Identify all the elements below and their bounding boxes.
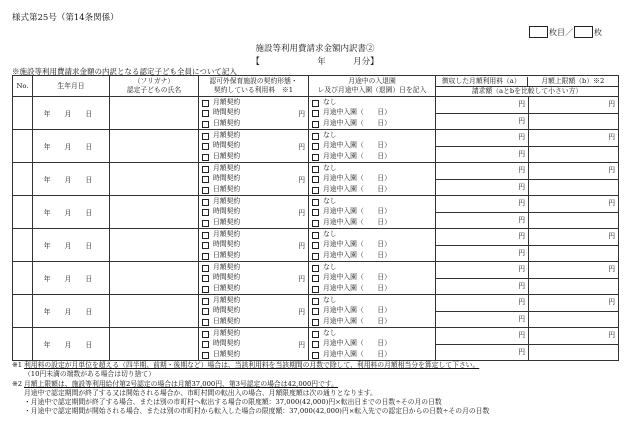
limit-yen[interactable]: 円	[529, 229, 618, 246]
contract-option[interactable]	[202, 152, 298, 161]
birth-date-cell[interactable]: 年 月 日	[33, 97, 110, 130]
midmonth-option[interactable]	[312, 131, 435, 140]
footnote-1-line1: 利用料の設定が月単位を超える（四半期、前期・後期など）場合は、当該利用料を当該期間の月数で除して、利用料の月額相当分を算定して下さい。	[24, 361, 480, 369]
contract-option[interactable]	[202, 141, 298, 150]
midmonth-option[interactable]	[312, 141, 435, 150]
contract-fee-yen[interactable]: 円	[298, 110, 305, 118]
checkbox-icon[interactable]	[202, 110, 209, 117]
contract-fee-yen[interactable]: 円	[298, 341, 305, 349]
table-row	[13, 328, 619, 361]
contract-cell	[199, 196, 309, 229]
midmonth-option-label: 月途中入園（ 日）	[323, 141, 391, 150]
child-name-cell[interactable]	[110, 229, 199, 262]
page-label: 枚目／	[549, 27, 573, 37]
limit-cell	[529, 229, 619, 262]
contract-option-label: 日額契約	[213, 251, 241, 260]
header-midmonth	[309, 76, 436, 97]
midmonth-option[interactable]	[312, 317, 435, 326]
birth-date-cell[interactable]: 年 月 日	[33, 196, 110, 229]
midmonth-option[interactable]	[312, 152, 435, 161]
contract-option[interactable]	[202, 98, 298, 107]
footnote-2-line3: ・月途中で認定期間が終了する場合、または別の市町村へ転出する場合の限度額：37,000(42,000)円×転出日までの日数÷その月の日数	[24, 398, 442, 406]
request-amount-yen[interactable]: 円	[518, 149, 525, 158]
form-number: 様式第25号（第14条関係）	[12, 13, 119, 23]
table-row	[13, 262, 619, 295]
request-amount-blank[interactable]	[529, 114, 618, 130]
contract-option[interactable]	[202, 230, 298, 239]
birth-date-cell[interactable]: 年 月 日	[33, 295, 110, 328]
midmonth-option[interactable]	[312, 197, 435, 206]
contract-option[interactable]	[202, 263, 298, 272]
birth-date-cell[interactable]: 年 月 日	[33, 262, 110, 295]
contract-option-label: 日額契約	[213, 152, 241, 161]
contract-option[interactable]	[202, 251, 298, 260]
period-year-label: 年	[317, 57, 326, 67]
contract-option[interactable]	[202, 350, 298, 359]
contract-cell	[199, 97, 309, 130]
contract-option-label: 月額契約	[213, 163, 241, 172]
limit-yen[interactable]: 円	[529, 196, 618, 213]
checkbox-icon[interactable]	[202, 265, 209, 272]
checkbox-icon[interactable]	[312, 232, 319, 239]
contract-option-label: 時間契約	[213, 273, 241, 282]
birth-date-cell[interactable]: 年 月 日	[33, 328, 110, 361]
row-number-cell[interactable]	[13, 130, 33, 163]
checkbox-icon[interactable]	[202, 199, 209, 206]
midmonth-option-label: なし	[323, 196, 337, 205]
midmonth-option[interactable]	[312, 329, 435, 338]
contract-option-label: 日額契約	[213, 317, 241, 326]
row-number-cell[interactable]	[13, 229, 33, 262]
checkbox-icon[interactable]	[312, 253, 319, 260]
row-number-cell[interactable]	[13, 163, 33, 196]
request-breakdown-table	[12, 75, 619, 361]
limit-cell	[529, 163, 619, 196]
midmonth-option-label: 月途中入園（ 日）	[323, 174, 391, 183]
checkbox-icon[interactable]	[312, 176, 319, 183]
collected-fee-yen[interactable]: 円	[436, 295, 528, 312]
midmonth-option-label: なし	[323, 262, 337, 271]
request-amount-yen[interactable]: 円	[518, 182, 525, 191]
footnote-2-line2: 月途中で認定期間が終了する又は開始される場合か、市町村間の転出入の場合、月額限度額は次の通りとなります。	[24, 389, 377, 397]
table-row	[13, 97, 619, 130]
period-open-bracket: 【	[251, 57, 260, 67]
midmonth-option-label: なし	[323, 97, 337, 106]
header-furigana: （フリガナ）	[133, 77, 175, 85]
request-amount-blank[interactable]	[529, 213, 618, 229]
checkbox-icon[interactable]	[202, 166, 209, 173]
checkbox-icon[interactable]	[312, 341, 319, 348]
midmonth-option-label: なし	[323, 229, 337, 238]
header-contract	[199, 76, 309, 97]
contract-option[interactable]	[202, 207, 298, 216]
request-amount-blank[interactable]	[529, 180, 618, 196]
contract-option-label: 月額契約	[213, 328, 241, 337]
midmonth-option-label: なし	[323, 295, 337, 304]
midmonth-option-label: 月途中入園（ 日）	[323, 108, 391, 117]
midmonth-option[interactable]	[312, 164, 435, 173]
header-midmonth-line1: 月途中の入退園	[348, 77, 396, 85]
midmonth-option-label: 月途中入園（ 日）	[323, 339, 391, 348]
child-name-cell[interactable]	[110, 97, 199, 130]
total-pages-box[interactable]	[574, 26, 593, 38]
request-amount-yen[interactable]: 円	[518, 281, 525, 290]
limit-yen[interactable]: 円	[529, 328, 618, 345]
row-number-cell[interactable]	[13, 196, 33, 229]
midmonth-option[interactable]	[312, 98, 435, 107]
footnote-1	[12, 361, 479, 379]
midmonth-cell	[309, 262, 436, 295]
header-fee-limit-request	[436, 76, 619, 97]
contract-option-label: 時間契約	[213, 174, 241, 183]
checkbox-icon[interactable]	[312, 187, 319, 194]
table-row	[13, 295, 619, 328]
collected-fee-cell	[436, 295, 529, 328]
checkbox-icon[interactable]	[312, 143, 319, 150]
collected-fee-yen[interactable]: 円	[436, 196, 528, 213]
row-number-cell[interactable]	[13, 328, 33, 361]
limit-cell	[529, 262, 619, 295]
collected-fee-yen[interactable]: 円	[436, 328, 528, 345]
contract-option[interactable]	[202, 284, 298, 293]
request-amount-blank[interactable]	[529, 279, 618, 295]
checkbox-icon[interactable]	[202, 143, 209, 150]
contract-cell	[199, 262, 309, 295]
midmonth-option[interactable]	[312, 185, 435, 194]
contract-option-label: 時間契約	[213, 207, 241, 216]
contract-fee-yen[interactable]: 円	[298, 143, 305, 151]
checkbox-icon[interactable]	[202, 308, 209, 315]
collected-fee-cell	[436, 163, 529, 196]
limit-yen[interactable]: 円	[529, 97, 618, 114]
footnote-1-line2: （10円未満の端数がある場合は切り捨て）	[24, 370, 155, 378]
checkbox-icon[interactable]	[312, 331, 319, 338]
checkbox-icon[interactable]	[202, 242, 209, 249]
midmonth-option-label: なし	[323, 328, 337, 337]
contract-option-label: 月額契約	[213, 97, 241, 106]
collected-fee-cell	[436, 262, 529, 295]
child-name-cell[interactable]	[110, 295, 199, 328]
footnote-2-mark: ※2	[12, 380, 23, 388]
midmonth-option[interactable]	[312, 174, 435, 183]
contract-cell	[199, 295, 309, 328]
header-midmonth-line2: レ及び月途中入園（退園）日を記入	[317, 86, 427, 94]
collected-fee-yen[interactable]: 円	[436, 130, 528, 147]
contract-option-label: 時間契約	[213, 240, 241, 249]
midmonth-option[interactable]	[312, 240, 435, 249]
contract-option-label: 時間契約	[213, 108, 241, 117]
contract-option-label: 時間契約	[213, 306, 241, 315]
midmonth-option-label: 月途中入園（ 日）	[323, 119, 391, 128]
table-row	[13, 196, 619, 229]
checkbox-icon[interactable]	[202, 100, 209, 107]
limit-cell	[529, 295, 619, 328]
checkbox-icon[interactable]	[202, 253, 209, 260]
midmonth-option[interactable]	[312, 119, 435, 128]
contract-option-label: 日額契約	[213, 350, 241, 359]
contract-cell	[199, 328, 309, 361]
child-name-cell[interactable]	[110, 328, 199, 361]
midmonth-option[interactable]	[312, 273, 435, 282]
checkbox-icon[interactable]	[202, 220, 209, 227]
contract-option-label: 月額契約	[213, 229, 241, 238]
midmonth-option-label: 月途中入園（ 日）	[323, 317, 391, 326]
contract-option-label: 月額契約	[213, 130, 241, 139]
checkbox-icon[interactable]	[312, 220, 319, 227]
request-amount-yen[interactable]: 円	[518, 314, 525, 323]
contract-cell	[199, 163, 309, 196]
request-amount-yen[interactable]: 円	[518, 248, 525, 257]
checkbox-icon[interactable]	[202, 298, 209, 305]
contract-option-label: 日額契約	[213, 119, 241, 128]
header-contract-line1: 認可外保育施設の契約形態・	[209, 77, 298, 85]
checkbox-icon[interactable]	[312, 298, 319, 305]
checkbox-icon[interactable]	[312, 319, 319, 326]
contract-option-label: 時間契約	[213, 339, 241, 348]
birth-date-cell[interactable]: 年 月 日	[33, 163, 110, 196]
midmonth-option-label: なし	[323, 130, 337, 139]
midmonth-option-label: 月途中入園（ 日）	[323, 240, 391, 249]
header-birth-date: 生年月日	[33, 76, 110, 97]
checkbox-icon[interactable]	[312, 133, 319, 140]
checkbox-icon[interactable]	[312, 100, 319, 107]
contract-fee-yen[interactable]: 円	[298, 308, 305, 316]
limit-yen[interactable]: 円	[529, 295, 618, 312]
collected-fee-yen[interactable]: 円	[436, 163, 528, 180]
row-number-cell[interactable]	[13, 262, 33, 295]
limit-cell	[529, 97, 619, 130]
checkbox-icon[interactable]	[312, 265, 319, 272]
contract-option-label: 月額契約	[213, 196, 241, 205]
checkbox-icon[interactable]	[312, 308, 319, 315]
contract-option[interactable]	[202, 317, 298, 326]
contract-fee-yen[interactable]: 円	[298, 275, 305, 283]
midmonth-option[interactable]	[312, 284, 435, 293]
footnote-2-line4: ・月途中で認定期間が開始される場合、または別の市町村から転入した場合の限度額：37,000(42,000)円×転入先での認定日からの日数÷その月の日数	[24, 407, 490, 415]
contract-option-label: 日額契約	[213, 284, 241, 293]
limit-cell	[529, 196, 619, 229]
midmonth-option-label: 月途中入園（ 日）	[323, 273, 391, 282]
header-limit: 月額上限額（b）※2	[541, 76, 605, 85]
midmonth-option-label: 月途中入園（ 日）	[323, 152, 391, 161]
midmonth-cell	[309, 295, 436, 328]
contract-option[interactable]	[202, 174, 298, 183]
checkbox-icon[interactable]	[202, 319, 209, 326]
header-name: 認定子どもの氏名	[126, 86, 182, 94]
collected-fee-yen[interactable]: 円	[436, 229, 528, 246]
limit-yen[interactable]: 円	[529, 262, 618, 279]
checkbox-icon[interactable]	[312, 352, 319, 359]
checkbox-icon[interactable]	[202, 133, 209, 140]
midmonth-option-label: 月途中入園（ 日）	[323, 306, 391, 315]
contract-option-label: 時間契約	[213, 141, 241, 150]
contract-option[interactable]	[202, 306, 298, 315]
checkbox-icon[interactable]	[312, 199, 319, 206]
contract-cell	[199, 130, 309, 163]
checkbox-icon[interactable]	[202, 341, 209, 348]
contract-fee-yen[interactable]: 円	[298, 209, 305, 217]
checkbox-icon[interactable]	[312, 166, 319, 173]
header-no: No.	[13, 76, 33, 97]
midmonth-cell	[309, 97, 436, 130]
collected-fee-cell	[436, 130, 529, 163]
midmonth-option-label: 月途中入園（ 日）	[323, 185, 391, 194]
limit-cell	[529, 130, 619, 163]
contract-option[interactable]	[202, 108, 298, 117]
document-title: 施設等利用費請求金額内訳書②	[255, 44, 375, 54]
collected-fee-yen[interactable]: 円	[436, 262, 528, 279]
checkbox-icon[interactable]	[202, 187, 209, 194]
header-child-name	[110, 76, 199, 97]
contract-option[interactable]	[202, 273, 298, 282]
request-amount-blank[interactable]	[529, 147, 618, 163]
midmonth-cell	[309, 196, 436, 229]
header-request: 請求額（aとbを比較して小さい方）	[471, 86, 583, 95]
midmonth-option[interactable]	[312, 108, 435, 117]
collected-fee-cell	[436, 328, 529, 361]
collected-fee-cell	[436, 97, 529, 130]
child-name-cell[interactable]	[110, 130, 199, 163]
contract-cell	[199, 229, 309, 262]
midmonth-option[interactable]	[312, 230, 435, 239]
midmonth-cell	[309, 328, 436, 361]
collected-fee-cell	[436, 196, 529, 229]
midmonth-option[interactable]	[312, 306, 435, 315]
contract-option-label: 日額契約	[213, 218, 241, 227]
midmonth-option[interactable]	[312, 296, 435, 305]
collected-fee-yen[interactable]: 円	[436, 97, 528, 114]
midmonth-cell	[309, 163, 436, 196]
checkbox-icon[interactable]	[202, 209, 209, 216]
request-amount-yen[interactable]: 円	[518, 347, 525, 356]
checkbox-icon[interactable]	[312, 121, 319, 128]
top-note: ※施設等利用費請求金額の内訳となる認定子ども全員について記入	[12, 67, 237, 76]
contract-option-label: 日額契約	[213, 185, 241, 194]
total-pages-label: 枚	[594, 27, 602, 37]
contract-option-label: 月額契約	[213, 262, 241, 271]
request-amount-blank[interactable]	[529, 312, 618, 328]
footnote-2-line1: 月額上限額は、施設等利用給付第2号認定の場合は月額37,000円、第3号認定の場合は42,000円です。	[24, 380, 338, 388]
checkbox-icon[interactable]	[202, 286, 209, 293]
midmonth-option-label: 月途中入園（ 日）	[323, 350, 391, 359]
period-month-label: 月分】	[353, 57, 379, 67]
checkbox-icon[interactable]	[202, 331, 209, 338]
contract-option[interactable]	[202, 296, 298, 305]
request-amount-yen[interactable]: 円	[518, 116, 525, 125]
contract-option[interactable]	[202, 339, 298, 348]
checkbox-icon[interactable]	[312, 275, 319, 282]
limit-yen[interactable]: 円	[529, 163, 618, 180]
collected-fee-cell	[436, 229, 529, 262]
header-fee: 徴収した月額利用料（a）	[436, 77, 528, 86]
checkbox-icon[interactable]	[202, 232, 209, 239]
contract-option[interactable]	[202, 164, 298, 173]
contract-option[interactable]	[202, 329, 298, 338]
midmonth-option[interactable]	[312, 207, 435, 216]
checkbox-icon[interactable]	[202, 176, 209, 183]
row-number-cell[interactable]	[13, 97, 33, 130]
table-header-row	[13, 76, 619, 97]
contract-option[interactable]	[202, 131, 298, 140]
midmonth-option[interactable]	[312, 218, 435, 227]
child-name-cell[interactable]	[110, 163, 199, 196]
checkbox-icon[interactable]	[312, 286, 319, 293]
request-amount-blank[interactable]	[529, 345, 618, 361]
contract-option[interactable]	[202, 197, 298, 206]
page-number-box[interactable]	[529, 26, 548, 38]
row-number-cell[interactable]	[13, 295, 33, 328]
midmonth-option-label: 月途中入園（ 日）	[323, 218, 391, 227]
footnote-1-mark: ※1	[12, 361, 23, 369]
midmonth-option-label: 月途中入園（ 日）	[323, 284, 391, 293]
midmonth-option[interactable]	[312, 339, 435, 348]
limit-yen[interactable]: 円	[529, 130, 618, 147]
contract-option-label: 月額契約	[213, 295, 241, 304]
child-name-cell[interactable]	[110, 196, 199, 229]
midmonth-option-label: 月途中入園（ 日）	[323, 251, 391, 260]
table-row	[13, 163, 619, 196]
contract-fee-yen[interactable]: 円	[298, 176, 305, 184]
checkbox-icon[interactable]	[202, 275, 209, 282]
birth-date-cell[interactable]: 年 月 日	[33, 130, 110, 163]
contract-fee-yen[interactable]: 円	[298, 242, 305, 250]
midmonth-option[interactable]	[312, 263, 435, 272]
checkbox-icon[interactable]	[312, 209, 319, 216]
midmonth-option[interactable]	[312, 251, 435, 260]
checkbox-icon[interactable]	[202, 352, 209, 359]
midmonth-option-label: なし	[323, 163, 337, 172]
checkbox-icon[interactable]	[202, 121, 209, 128]
checkbox-icon[interactable]	[312, 110, 319, 117]
checkbox-icon[interactable]	[312, 242, 319, 249]
contract-option[interactable]	[202, 119, 298, 128]
request-amount-blank[interactable]	[529, 246, 618, 262]
checkbox-icon[interactable]	[202, 154, 209, 161]
table-row	[13, 130, 619, 163]
table-row	[13, 229, 619, 262]
contract-option[interactable]	[202, 240, 298, 249]
header-contract-line2: 契約している利用料 ※1	[213, 86, 294, 94]
midmonth-option-label: 月途中入園（ 日）	[323, 207, 391, 216]
request-amount-yen[interactable]: 円	[518, 215, 525, 224]
contract-option[interactable]	[202, 218, 298, 227]
midmonth-option[interactable]	[312, 350, 435, 359]
checkbox-icon[interactable]	[312, 154, 319, 161]
child-name-cell[interactable]	[110, 262, 199, 295]
page-counter	[528, 26, 602, 38]
midmonth-cell	[309, 130, 436, 163]
midmonth-cell	[309, 229, 436, 262]
birth-date-cell[interactable]: 年 月 日	[33, 229, 110, 262]
limit-cell	[529, 328, 619, 361]
footnote-2	[12, 380, 489, 416]
contract-option[interactable]	[202, 185, 298, 194]
